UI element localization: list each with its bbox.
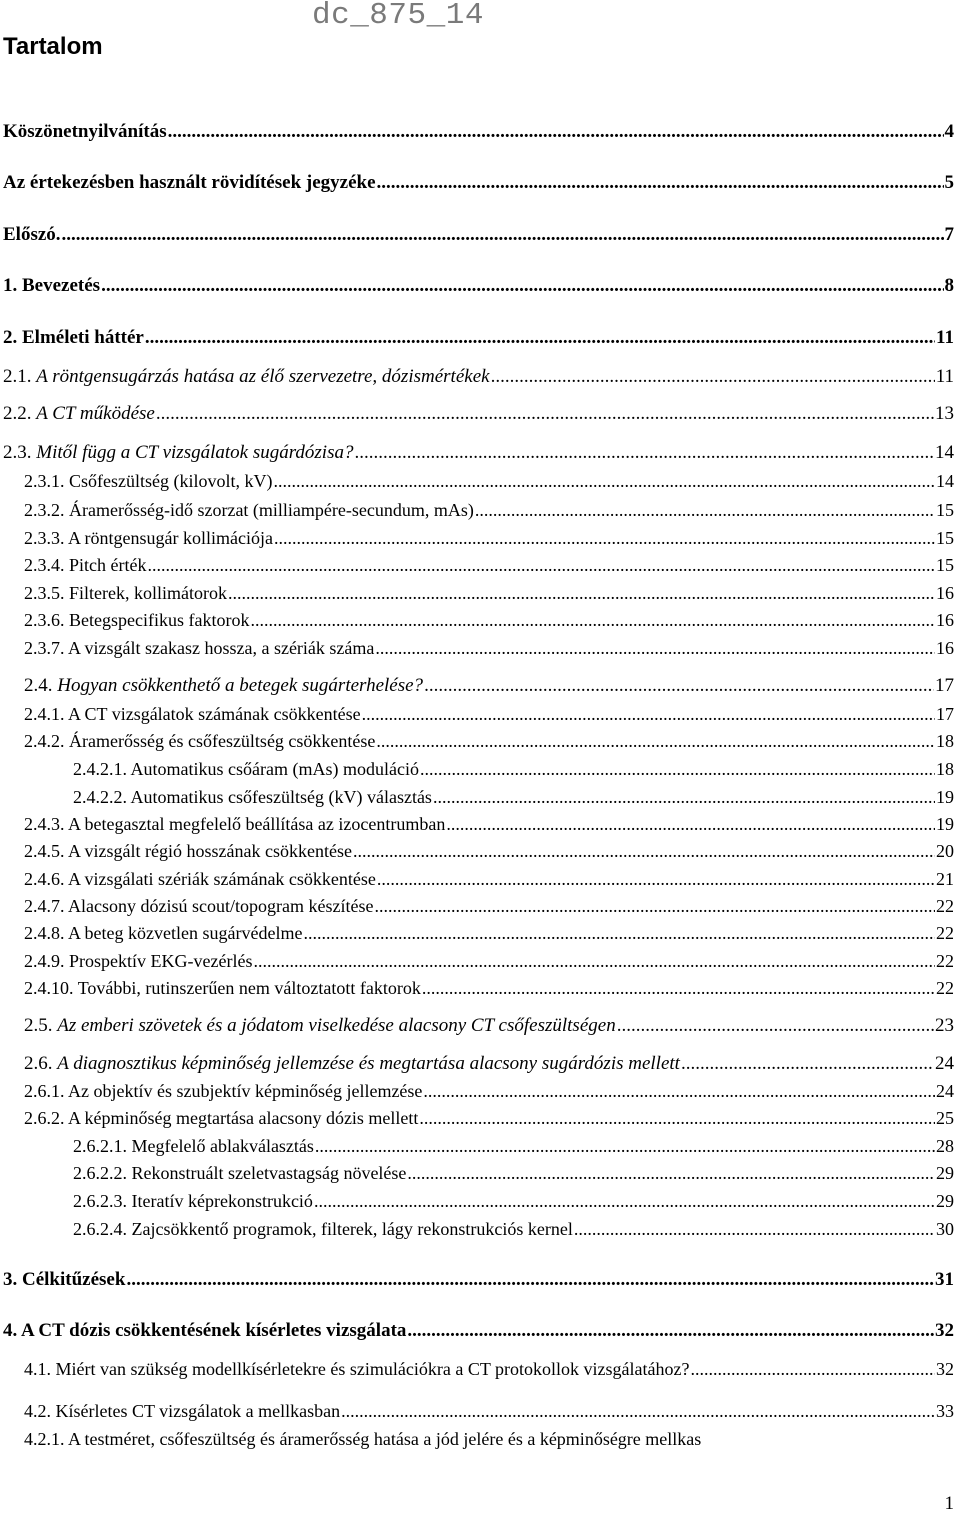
toc-leader-dots (433, 788, 935, 806)
toc-page-number: 17 (935, 675, 954, 696)
toc-leader-dots (422, 979, 935, 997)
toc-entry-number: 2.4.2.2. (73, 787, 127, 807)
toc-entry-text: A röntgensugár kollimációja (68, 528, 273, 548)
toc-entry-text: Betegspecifikus faktorok (69, 610, 250, 630)
toc-entry[interactable] (3, 225, 954, 244)
toc-entry-label (3, 1321, 406, 1340)
toc-entry-text: Automatikus csőáram (mAs) moduláció (130, 759, 419, 779)
toc-entry-text: További, rutinszerűen nem változtatott faktorok (77, 978, 421, 998)
toc-entry-number: 2.4. (24, 675, 53, 696)
toc-entry[interactable] (24, 556, 954, 574)
toc-entry[interactable] (24, 924, 954, 942)
toc-entry-number: 2.6.2.1. (73, 1136, 127, 1156)
toc-page-number: 22 (936, 978, 954, 998)
toc-leader-dots (362, 705, 935, 723)
toc-entry-number: 2.4.7. (24, 896, 65, 916)
toc-entry-text: Megfelelő ablakválasztás (131, 1136, 314, 1156)
toc-leader-dots (574, 1220, 935, 1238)
toc-leader-dots (253, 952, 935, 970)
toc-entry-label (24, 897, 373, 915)
toc-entry[interactable] (3, 367, 954, 386)
toc-entry[interactable] (24, 1402, 954, 1420)
toc-entry-text: A vizsgált régió hosszának csökkentése (68, 841, 352, 861)
toc-entry-label (24, 556, 146, 574)
toc-leader-dots (407, 1164, 935, 1182)
toc-entry-text: Célkitűzések (22, 1269, 126, 1290)
toc-entry-text: Az objektív és szubjektív képminőség jellemzése (68, 1081, 423, 1101)
toc-entry-text: A CT működése (36, 403, 155, 424)
toc-entry-number: 2.3.1. (24, 471, 65, 491)
toc-page-number: 30 (936, 1219, 954, 1239)
toc-leader-dots (101, 276, 943, 295)
toc-leader-dots (145, 328, 935, 347)
toc-entry-number: 2.6. (24, 1053, 53, 1074)
toc-entry-number: 2.6.1. (24, 1081, 65, 1101)
toc-entry-text: Miért van szükség modellkísérletekre és szimulációkra a CT protokollok vizsgálatához? (55, 1359, 690, 1379)
toc-entry-text: A CT vizsgálatok számának csökkentése (68, 704, 361, 724)
toc-leader-dots (690, 1360, 935, 1378)
toc-entry-number: 2.4.5. (24, 841, 65, 861)
toc-entry-number: 2.6.2. (24, 1108, 65, 1128)
toc-entry-number: 2.2. (3, 403, 32, 424)
toc-entry-label (73, 760, 419, 778)
toc-entry[interactable] (3, 122, 954, 141)
toc-entry[interactable] (3, 443, 954, 462)
toc-entry-label (24, 611, 249, 629)
toc-entry-text: Előszó. (3, 224, 61, 245)
toc-page-number: 14 (936, 471, 954, 491)
toc-leader-dots (375, 639, 935, 657)
toc-entry[interactable] (24, 732, 954, 750)
toc-entry[interactable] (3, 1270, 954, 1289)
toc-entry-number: 2.6.2.4. (73, 1219, 127, 1239)
toc-entry-label (3, 276, 100, 295)
toc-entry[interactable] (73, 1164, 954, 1182)
toc-page-number: 15 (936, 528, 954, 548)
toc-page-number: 22 (936, 896, 954, 916)
toc-leader-dots (273, 472, 935, 490)
toc-entry-text: Alacsony dózisú scout/topogram készítése (68, 896, 374, 916)
toc-entry-number: 2.4.3. (24, 814, 65, 834)
toc-entry-label (3, 367, 490, 386)
toc-page-number: 19 (936, 814, 954, 834)
toc-leader-dots (168, 122, 944, 141)
toc-page-number: 11 (936, 327, 954, 348)
toc-entry-text: A testméret, csőfeszültség és áramerősség hatása a jód jelére és a képminőségre mellkas (68, 1429, 702, 1449)
toc-page-number: 14 (935, 442, 954, 463)
toc-leader-dots (62, 225, 944, 244)
toc-entry-label (24, 1082, 422, 1100)
toc-entry[interactable] (24, 1360, 954, 1378)
toc-leader-dots (353, 842, 935, 860)
toc-page-number: 24 (936, 1081, 954, 1101)
toc-page-number: 15 (936, 555, 954, 575)
toc-entry-text: Bevezetés (22, 275, 101, 296)
toc-entry-label (24, 1016, 616, 1035)
toc-entry[interactable] (24, 952, 954, 970)
toc-entry[interactable] (73, 760, 954, 778)
toc-entry[interactable] (24, 639, 954, 657)
toc-entry[interactable] (24, 501, 954, 519)
toc-page-number: 21 (936, 869, 954, 889)
toc-entry-text: A beteg közvetlen sugárvédelme (68, 923, 303, 943)
toc-page-number: 13 (935, 403, 954, 424)
toc-entry-label (24, 815, 445, 833)
toc-page-number: 32 (935, 1320, 954, 1341)
toc-entry-text: Áramerősség és csőfeszültség csökkentése (69, 731, 376, 751)
toc-page-number: 29 (936, 1191, 954, 1211)
toc-entry[interactable] (24, 529, 954, 547)
toc-entry-label (73, 1137, 314, 1155)
toc-leader-dots (424, 676, 934, 695)
toc-page-number: 7 (944, 224, 954, 245)
toc-entry-number: 4.2.1. (24, 1429, 65, 1449)
toc-page-number: 29 (936, 1163, 954, 1183)
watermark: dc_875_14 (312, 0, 484, 33)
toc-leader-dots (374, 897, 935, 915)
toc-entry-text: Zajcsökkentő programok, filterek, lágy rekonstrukciós kernel (131, 1219, 573, 1239)
toc-entry-label (24, 924, 302, 942)
toc-entry-label (3, 1270, 125, 1289)
toc-entry-text: A képminőség megtartása alacsony dózis mellett (68, 1108, 419, 1128)
toc-leader-dots (377, 173, 944, 192)
toc-entry-label (24, 952, 252, 970)
toc-page-number: 18 (936, 731, 954, 751)
toc-leader-dots (681, 1054, 934, 1073)
toc-entry-text: A betegasztal megfelelő beállítása az izocentrumban (68, 814, 446, 834)
toc-entry-label (73, 788, 432, 806)
page-number: 1 (944, 1493, 954, 1514)
toc-entry[interactable] (24, 1430, 946, 1448)
toc-entry[interactable] (24, 815, 954, 833)
toc-leader-dots (446, 815, 935, 833)
toc-entry-number: 4.2. (24, 1401, 51, 1421)
toc-entry-text: Kísérletes CT vizsgálatok a mellkasban (55, 1401, 341, 1421)
toc-leader-dots (419, 1109, 935, 1127)
toc-page-number: 11 (935, 366, 954, 387)
toc-entry-label (24, 1360, 689, 1378)
toc-entry[interactable] (3, 1321, 954, 1340)
toc-entry-text: A diagnosztikus képminőség jellemzése és megtartása alacsony sugárdózis mellett (57, 1053, 680, 1074)
toc-entry-label (3, 173, 376, 192)
toc-entry-label (24, 732, 375, 750)
toc-entry-text: Az emberi szövetek és a jódatom viselkedése alacsony CT csőfeszültségen (57, 1015, 616, 1036)
toc-entry-text: Elméleti háttér (22, 327, 144, 348)
toc-leader-dots (376, 732, 935, 750)
toc-entry-text: Az értekezésben használt rövidítések jegyzéke (3, 172, 376, 193)
toc-entry[interactable] (24, 842, 954, 860)
toc-entry-text: A röntgensugárzás hatása az élő szervezetre, dózismértékek (36, 366, 490, 387)
toc-entry[interactable] (24, 705, 954, 723)
toc-entry-text: Köszönetnyilvánítás (3, 121, 167, 142)
toc-leader-dots (420, 760, 935, 778)
toc-entry[interactable] (73, 788, 954, 806)
toc-page-number: 33 (936, 1401, 954, 1421)
toc-page-number: 28 (936, 1136, 954, 1156)
toc-leader-dots (407, 1321, 934, 1340)
toc-entry[interactable] (24, 897, 954, 915)
toc-entry-text: Automatikus csőfeszültség (kV) választás (130, 787, 432, 807)
toc-leader-dots (475, 501, 935, 519)
toc-leader-dots (354, 443, 934, 462)
toc-entry[interactable] (73, 1137, 954, 1155)
toc-entry-label (24, 584, 227, 602)
toc-entry-number: 2.6.2.3. (73, 1191, 127, 1211)
toc-entry-number: 2.3.6. (24, 610, 65, 630)
toc-page-number: 4 (944, 121, 954, 142)
toc-entry-text: Filterek, kollimátorok (69, 583, 227, 603)
toc-entry-label (24, 1054, 680, 1073)
toc-entry-label (24, 529, 273, 547)
toc-entry-number: 2.1. (3, 366, 32, 387)
toc-entry-text: A vizsgált szakasz hossza, a szériák száma (68, 638, 375, 658)
toc-entry-number: 2.3.3. (24, 528, 65, 548)
toc-page-number: 25 (936, 1108, 954, 1128)
toc-entry-number: 1. (3, 275, 18, 296)
toc-page-number: 16 (936, 610, 954, 630)
toc-page-number: 32 (936, 1359, 954, 1379)
toc-entry-label (24, 870, 376, 888)
toc-entry[interactable] (24, 611, 954, 629)
toc-page-number: 23 (935, 1015, 954, 1036)
toc-entry[interactable] (73, 1192, 954, 1210)
page-title: Tartalom (3, 33, 103, 60)
toc-entry-number: 3. (3, 1269, 18, 1290)
toc-entry-number: 4.1. (24, 1359, 51, 1379)
toc-entry-number: 4. (3, 1320, 18, 1341)
toc-entry-text: Iteratív képrekonstrukció (131, 1191, 313, 1211)
toc-leader-dots (156, 404, 934, 423)
toc-entry-label (24, 705, 361, 723)
toc-entry-label (24, 1109, 418, 1127)
toc-page-number: 5 (944, 172, 954, 193)
toc-leader-dots (377, 870, 935, 888)
toc-leader-dots (126, 1270, 934, 1289)
toc-entry[interactable] (24, 979, 954, 997)
toc-entry-text: Hogyan csökkenthető a betegek sugárterhelése? (57, 675, 424, 696)
toc-entry-text: A CT dózis csökkentésének kísérletes vizsgálata (20, 1320, 407, 1341)
toc-entry-number: 2.4.6. (24, 869, 65, 889)
toc-entry-number: 2.3.5. (24, 583, 65, 603)
toc-entry-label (73, 1220, 573, 1238)
toc-entry[interactable] (24, 1082, 954, 1100)
toc-entry[interactable] (24, 1016, 954, 1035)
toc-entry-number: 2.4.1. (24, 704, 65, 724)
toc-entry[interactable] (24, 472, 954, 490)
toc-entry-label (3, 443, 353, 462)
toc-entry[interactable] (24, 676, 954, 695)
toc-entry[interactable] (24, 1109, 954, 1127)
toc-entry-text: Pitch érték (69, 555, 147, 575)
toc-page-number: 31 (935, 1269, 954, 1290)
toc-entry-number: 2.3.7. (24, 638, 65, 658)
toc-entry-label (24, 676, 423, 695)
toc-leader-dots (274, 529, 935, 547)
toc-entry-label (3, 328, 144, 347)
toc-entry-label (3, 404, 155, 423)
toc-entry-number: 2.4.8. (24, 923, 65, 943)
toc-entry[interactable] (24, 584, 954, 602)
toc-page-number: 22 (936, 923, 954, 943)
toc-entry-label (24, 842, 352, 860)
toc-entry[interactable] (73, 1220, 954, 1238)
toc-page-number: 19 (936, 787, 954, 807)
toc-page-number: 17 (936, 704, 954, 724)
toc-leader-dots (341, 1402, 935, 1420)
toc-entry-text: Rekonstruált szeletvastagság növelése (131, 1163, 407, 1183)
toc-entry-label (24, 1430, 701, 1448)
toc-entry-number: 2.3.4. (24, 555, 65, 575)
toc-entry-label (3, 225, 61, 244)
toc-entry-number: 2.4.10. (24, 978, 74, 998)
toc-entry-label (24, 1402, 340, 1420)
toc-page-number: 8 (944, 275, 954, 296)
toc-entry[interactable] (24, 1054, 954, 1073)
toc-page-number: 18 (936, 759, 954, 779)
toc-page-number: 16 (936, 638, 954, 658)
toc-leader-dots (491, 367, 935, 386)
toc-entry-label (24, 979, 421, 997)
toc-entry-number: 2.5. (24, 1015, 53, 1036)
toc-leader-dots (423, 1082, 935, 1100)
toc-page-number: 22 (936, 951, 954, 971)
toc-entry-number: 2.6.2.2. (73, 1163, 127, 1183)
toc-entry-label (3, 122, 167, 141)
toc-page-number: 24 (935, 1053, 954, 1074)
toc-entry-number: 2.4.9. (24, 951, 65, 971)
toc-entry-label (73, 1164, 406, 1182)
toc-leader-dots (617, 1016, 934, 1035)
toc-entry[interactable] (24, 870, 954, 888)
toc-entry[interactable] (3, 404, 954, 423)
toc-page-number: 15 (936, 500, 954, 520)
toc-leader-dots (250, 611, 935, 629)
toc-entry-text: Prospektív EKG-vezérlés (69, 951, 253, 971)
toc-entry-number: 2.3.2. (24, 500, 65, 520)
toc-entry-number: 2.3. (3, 442, 32, 463)
toc-entry-text: Csőfeszültség (kilovolt, kV) (69, 471, 273, 491)
toc-entry-label (73, 1192, 313, 1210)
toc-leader-dots (314, 1192, 935, 1210)
toc-leader-dots (315, 1137, 935, 1155)
toc-leader-dots (228, 584, 935, 602)
toc-entry-label (24, 472, 272, 490)
toc-page-number: 20 (936, 841, 954, 861)
toc-entry-text: A vizsgálati szériák számának csökkentése (68, 869, 376, 889)
toc-entry-number: 2.4.2.1. (73, 759, 127, 779)
toc-entry[interactable] (3, 276, 954, 295)
toc-entry-label (24, 639, 374, 657)
toc-page-number: 16 (936, 583, 954, 603)
toc-entry[interactable] (3, 328, 954, 347)
toc-entry-text: Mitől függ a CT vizsgálatok sugárdózisa? (36, 442, 354, 463)
toc-entry-number: 2.4.2. (24, 731, 65, 751)
toc-leader-dots (303, 924, 935, 942)
toc-leader-dots (147, 556, 935, 574)
toc-entry-number: 2. (3, 327, 18, 348)
toc-entry-text: Áramerősség-idő szorzat (milliampére-secundum, mAs) (69, 500, 474, 520)
toc-entry-label (24, 501, 474, 519)
toc-entry[interactable] (3, 173, 954, 192)
